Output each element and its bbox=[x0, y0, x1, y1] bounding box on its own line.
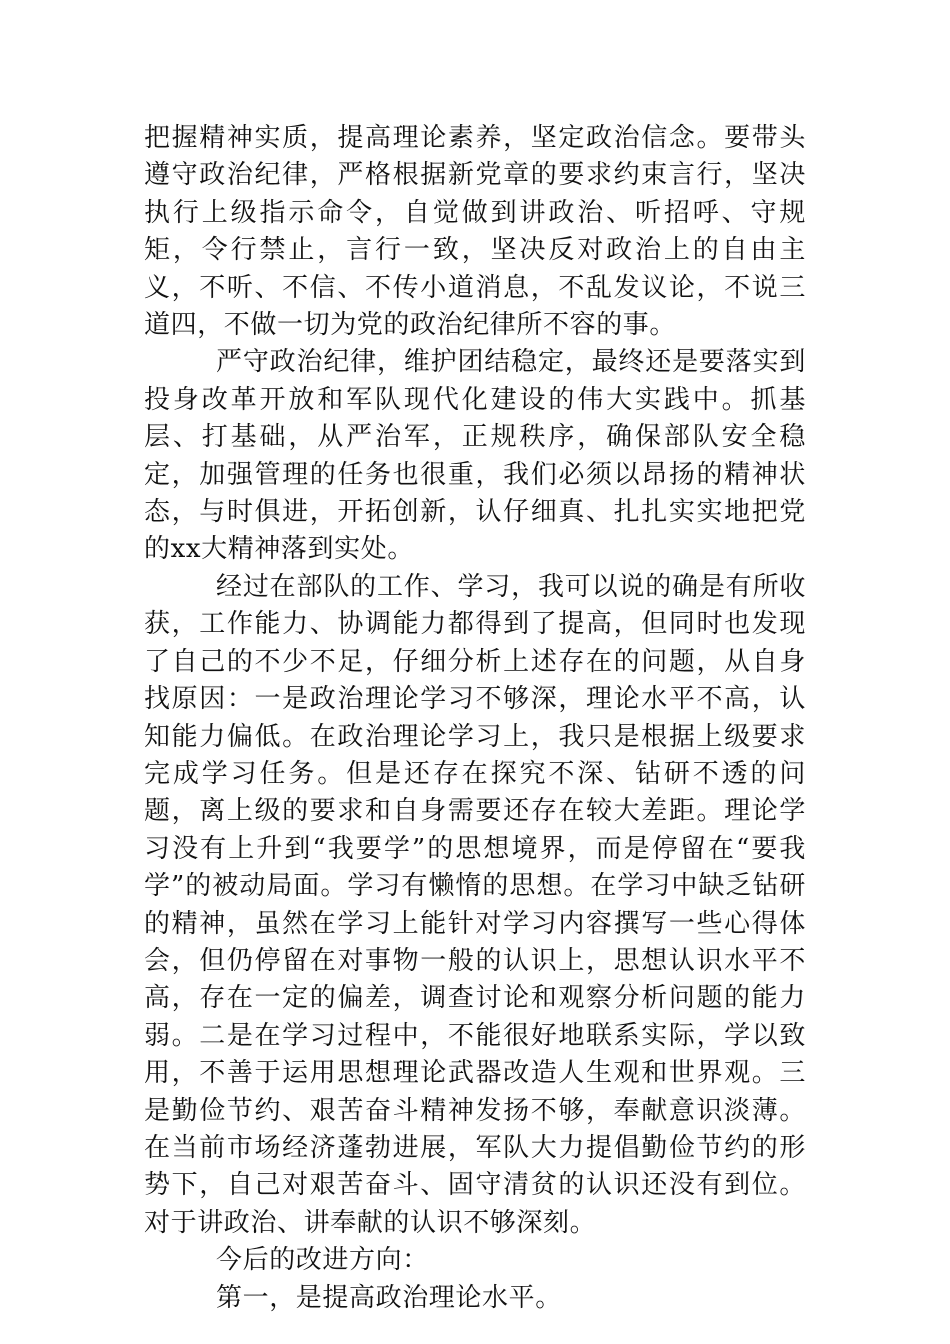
paragraph-4: 今后的改进方向： bbox=[216, 1245, 429, 1276]
document-body bbox=[144, 120, 806, 1317]
paragraph-3: 经过在部队的工作、学习，我可以说的确是有所收获，工作能力、协调能力都得到了提高，但同时也发现了自己的不少不足，仔细分析上述存在的问题，从自身找原因：一是政治理论学习不够深，理论水平不高，认知能力偏低。在政治理论学习上，我只是根据上级要求完成学习任务。但是还存在探究不深、钻研不透的问题，离上级的要求和自身需要还存在较大差距。理论学习没有上升到“我要学”的思想境界，而是停留在“要我学”的被动局面。学习有懒惰的思想。在学习中缺乏钻研的精神，虽然在学习上能针对学习内容撰写一些心得体会，但仍停留在对事物一般的认识上，思想认识水平不高，存在一定的偏差，调查讨论和观察分析问题的能力弱。二是在学习过程中，不能很好地联系实际，学以致用，不善于运用思想理论武器改造人生观和世界观。三是勤俭节约、艰苦奋斗精神发扬不够，奉献意识淡薄。在当前市场经济蓬勃进展，军队大力提倡勤俭节约的形势下，自己对艰苦奋斗、固守清贫的认识还没有到位。对于讲政治、讲奉献的认识不够深刻。 bbox=[144, 571, 806, 1238]
paragraph-1: 把握精神实质，提高理论素养，坚定政治信念。要带头遵守政治纪律，严格根据新党章的要求约束言行，坚决执行上级指示命令，自觉做到讲政治、听招呼、守规矩，令行禁止，言行一致，坚决反对政治上的自由主义，不听、不信、不传小道消息，不乱发议论，不说三道四，不做一切为党的政治纪律所不容的事。 bbox=[144, 123, 806, 341]
paragraph-2: 严守政治纪律，维护团结稳定，最终还是要落实到投身改革开放和军队现代化建设的伟大实践中。抓基层、打基础，从严治军，正规秩序，确保部队安全稳定，加强管理的任务也很重，我们必须以昂扬的精神状态，与时俱进，开拓创新，认仔细真、扎扎实实地把党的xx大精神落到实处。 bbox=[144, 347, 806, 565]
paragraph-5: 第一，是提高政治理论水平。 bbox=[216, 1282, 562, 1313]
